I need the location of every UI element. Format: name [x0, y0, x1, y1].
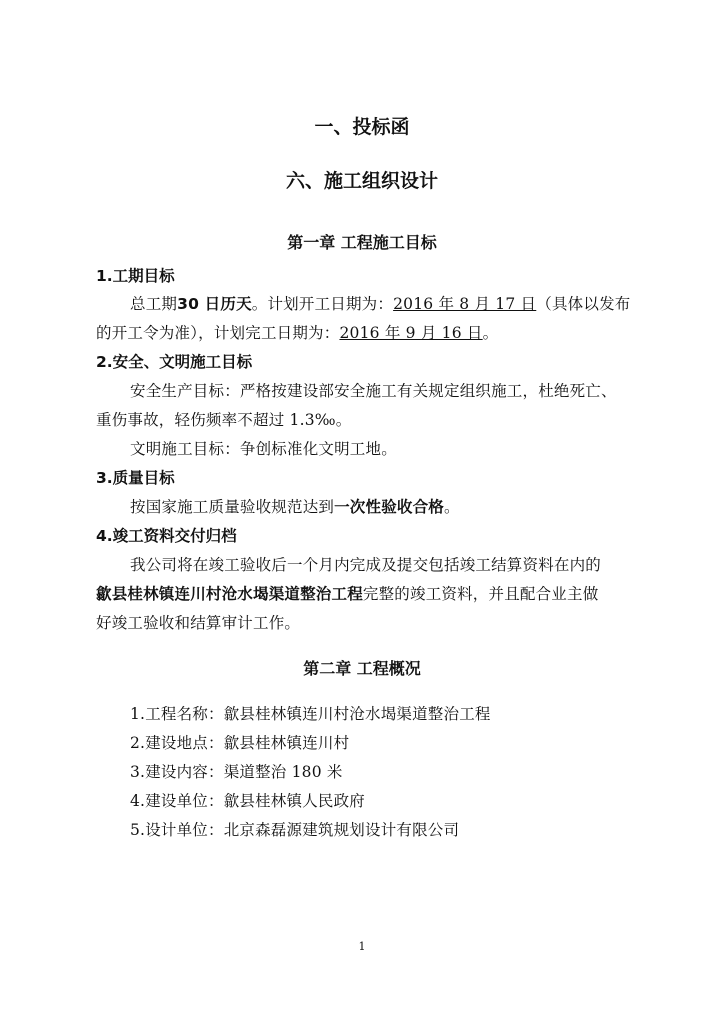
safety-goal-line-1: 安全生产目标：严格按建设部安全施工有关规定组织施工，杜绝死亡、	[130, 382, 617, 400]
overview-item: 3.建设内容：渠道整治 180 米	[130, 763, 343, 781]
overview-item: 1.工程名称：歙县桂林镇连川村沧水堨渠道整治工程	[130, 705, 491, 723]
title-construction-design: 六、施工组织设计	[285, 170, 438, 192]
quality-goal-punct: 。	[444, 498, 460, 516]
chapter-2-heading: 第二章 工程概况	[303, 659, 421, 678]
duration-label: 总工期	[130, 295, 178, 313]
quality-goal-emphasis: 一次性验收合格	[334, 498, 445, 516]
handover-text: 完整的竣工资料，并且配合业主做	[362, 585, 599, 603]
end-date-punct: 。	[482, 324, 499, 342]
handover-line-3: 好竣工验收和结算审计工作。	[96, 614, 301, 632]
quality-goal-line	[130, 495, 460, 517]
section-2-heading: 2.安全、文明施工目标	[96, 353, 253, 371]
start-date-note: （具体以发布	[536, 295, 631, 313]
overview-item: 4.建设单位：歙县桂林镇人民政府	[130, 792, 365, 810]
safety-goal-line-2: 重伤事故，轻伤频率不超过 1.3‰。	[96, 411, 352, 429]
title-bid-letter: 一、投标函	[314, 116, 410, 138]
civilized-goal-line: 文明施工目标：争创标准化文明工地。	[130, 440, 397, 458]
start-date-label: 。计划开工日期为：	[251, 295, 394, 313]
section-1-paragraph-line-1	[130, 292, 630, 314]
handover-line-2	[96, 582, 598, 604]
end-date-label: 的开工令为准），计划完工日期为：	[96, 324, 340, 342]
overview-item: 2.建设地点：歙县桂林镇连川村	[130, 734, 350, 752]
end-date-value: 2016 年 9 月 16 日	[339, 324, 483, 342]
section-1-heading: 1.工期目标	[96, 267, 175, 285]
project-name-emphasis: 歙县桂林镇连川村沧水堨渠道整治工程	[96, 585, 363, 603]
chapter-1-heading: 第一章 工程施工目标	[287, 233, 437, 252]
page-number: 1	[358, 940, 366, 953]
quality-goal-text: 按国家施工质量验收规范达到	[130, 498, 335, 516]
start-date-value: 2016 年 8 月 17 日	[393, 295, 537, 313]
section-3-heading: 3.质量目标	[96, 469, 175, 487]
section-1-paragraph-line-2	[96, 321, 498, 343]
handover-line-1: 我公司将在竣工验收后一个月内完成及提交包括竣工结算资料在内的	[130, 556, 602, 574]
duration-value: 30 日历天	[177, 295, 252, 313]
section-4-heading: 4.竣工资料交付归档	[96, 527, 237, 545]
overview-item: 5.设计单位：北京森磊源建筑规划设计有限公司	[130, 821, 460, 839]
